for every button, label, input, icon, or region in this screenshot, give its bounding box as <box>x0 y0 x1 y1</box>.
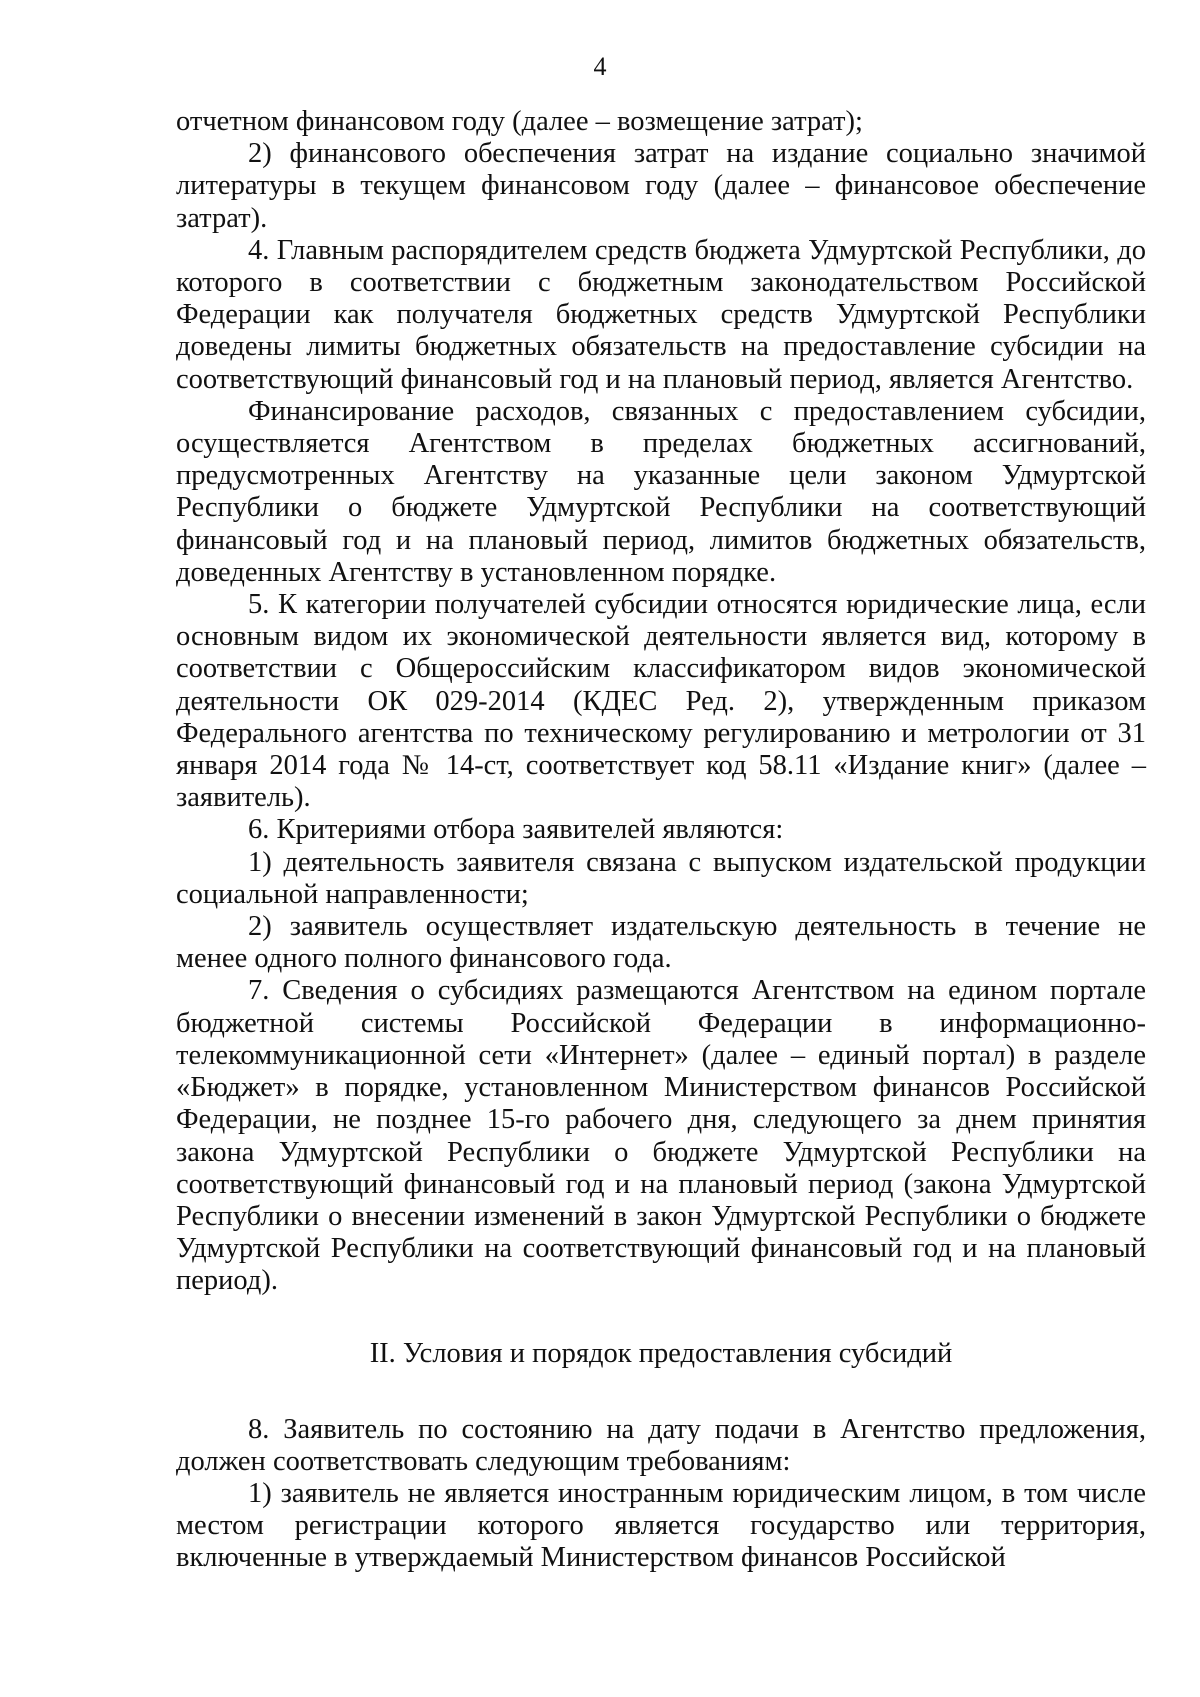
paragraph-criterion-1: 1) деятельность заявителя связана с выпуском издательской продукции социальной направленности; <box>176 846 1146 910</box>
document-body <box>176 106 1146 1575</box>
paragraph-point-6: 6. Критериями отбора заявителей являются: <box>248 814 784 846</box>
paragraph-continuation: отчетном финансовом году (далее – возмещение затрат); <box>176 106 863 137</box>
paragraph-point-8: 8. Заявитель по состоянию на дату подачи в Агентство предложения, должен соответствовать следующим требованиям: <box>176 1413 1146 1477</box>
paragraph-point-7: 7. Сведения о субсидиях размещаются Агентством на едином портале бюджетной системы Российской Федерации в информационно-телекоммуникационной сети «Интернет» (далее – единый портал) в разделе «Бюджет» в порядке, установленном Министерством финансов Российской Федерации, не позднее 15-го рабочего дня, следующего за днем принятия закона Удмуртской Республики о бюджете Удмуртской Республики на соответствующий финансовый год и на плановый период (закона Удмуртской Республики о внесении изменений в закон Удмуртской Республики о бюджете Удмуртской Республики на соответствующий финансовый год и на плановый период). <box>176 975 1146 1297</box>
paragraph-requirement-1: 1) заявитель не является иностранным юридическим лицом, в том числе местом регистрации которого является государство или территория, включенные в утверждаемый Министерством финансов Российской <box>176 1477 1146 1574</box>
section-heading: II. Условия и порядок предоставления субсидий <box>369 1337 953 1369</box>
paragraph-item-2: 2) финансового обеспечения затрат на издание социально значимой литературы в текущем финансовом году (далее – финансовое обеспечение затрат). <box>176 138 1146 234</box>
paragraph-point-5: 5. К категории получателей субсидии относятся юридические лица, если основным видом их экономической деятельности является вид, которому в соответствии с Общероссийским классификатором видов экономической деятельности ОК 029-2014 (КДЕС Ред. 2), утвержденным приказом Федерального агентства по техническому регулированию и метрологии от 31 января 2014 года № 14-ст, соответствует код 58.11 «Издание книг» (далее – заявитель). <box>176 589 1146 814</box>
paragraph-point-4: 4. Главным распорядителем средств бюджета Удмуртской Республики, до которого в соответствии с бюджетным законодательством Российской Федерации как получателя бюджетных средств Удмуртской Республики доведены лимиты бюджетных обязательств на предоставление субсидии на соответствующий финансовый год и на плановый период, является Агентство. <box>176 234 1146 395</box>
paragraph-financing: Финансирование расходов, связанных с предоставлением субсидии, осуществляется Агентством в пределах бюджетных ассигнований, предусмотренных Агентству на указанные цели законом Удмуртской Республики о бюджете Удмуртской Республики на соответствующий финансовый год и на плановый период, лимитов бюджетных обязательств, доведенных Агентству в установленном порядке. <box>176 395 1146 588</box>
paragraph-criterion-2: 2) заявитель осуществляет издательскую деятельность в течение не менее одного полного финансового года. <box>176 911 1146 975</box>
page-number: 4 <box>593 52 607 81</box>
